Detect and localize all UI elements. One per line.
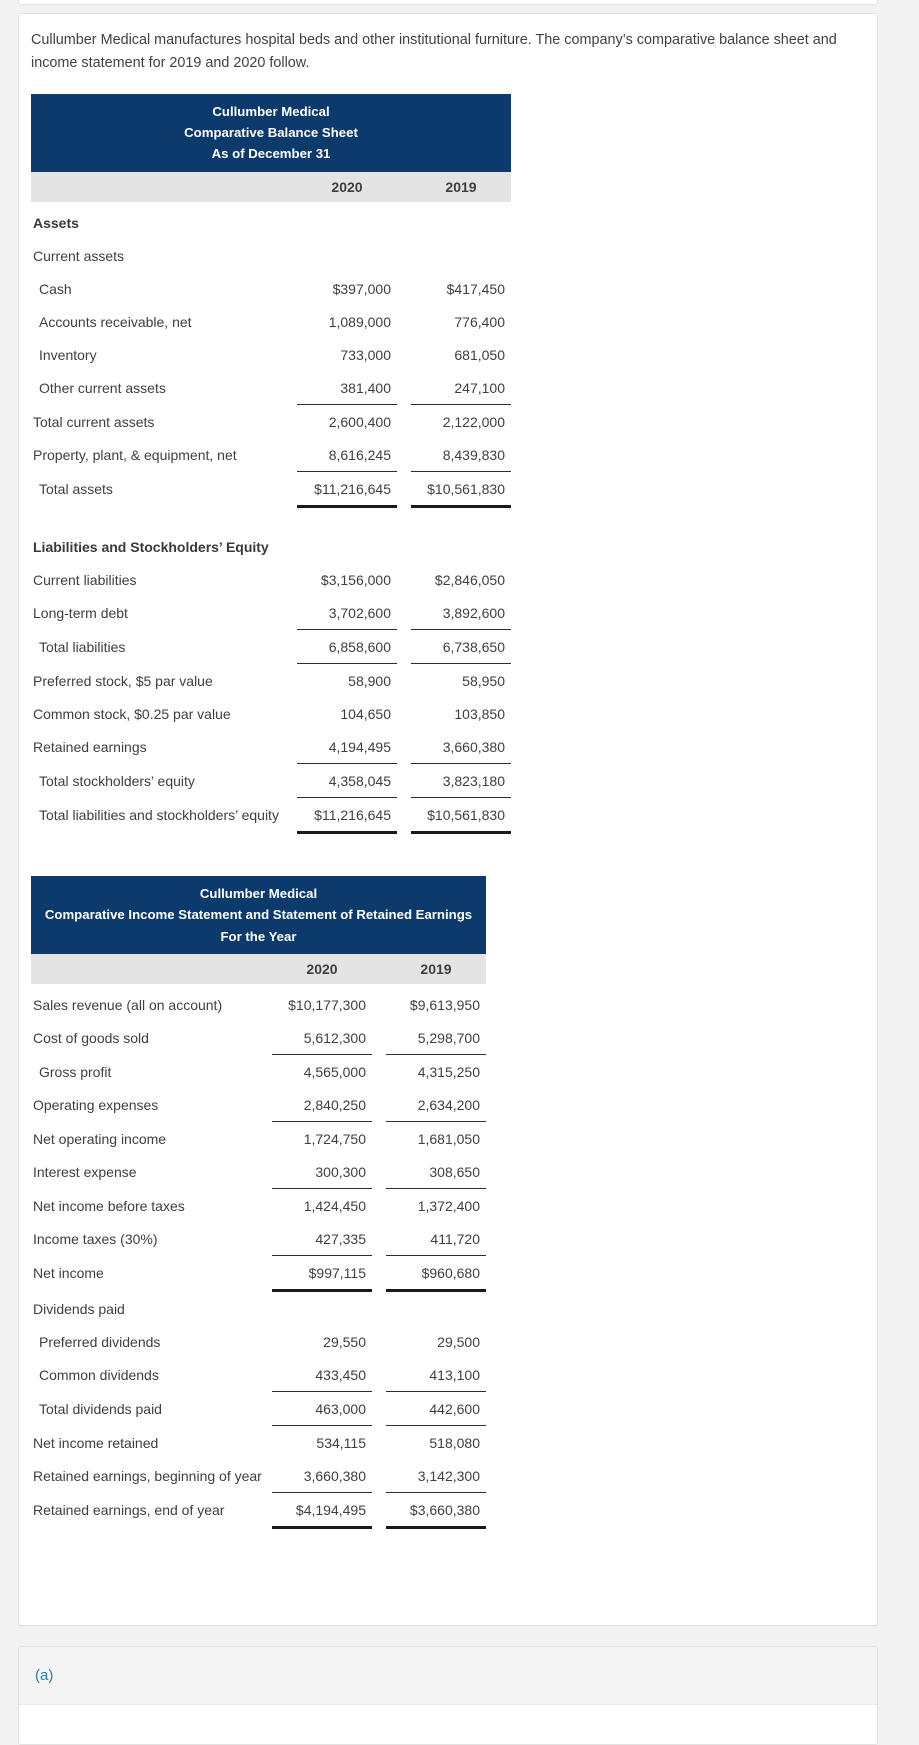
statement-row [31,239,511,272]
value-2019: 103,850 [454,705,505,722]
statement-row [31,630,511,664]
year-column-2019: 2019 [420,960,452,977]
value-2020: 58,900 [348,672,391,689]
value-2020: 433,450 [272,1358,372,1392]
row-label: Operating expenses [33,1096,159,1113]
statement-row [31,1292,486,1325]
value-2020: 29,550 [323,1333,366,1350]
statement-row [31,1189,486,1222]
value-2020: $4,194,495 [272,1493,372,1529]
statement-row [31,1358,486,1392]
value-2020: 733,000 [340,346,391,363]
value-2019: 413,100 [386,1358,486,1392]
value-2019 [411,239,511,272]
value-2019: $3,660,380 [386,1493,486,1529]
section-a-label: (a) [35,1666,54,1684]
statement-row [31,1088,486,1122]
section-a-body [19,1704,877,1744]
row-label: Total stockholders’ equity [39,772,195,789]
statement-row [31,530,511,563]
statement-row [31,1493,486,1529]
row-label: Common dividends [39,1366,159,1383]
balance-sheet-rows [31,206,511,834]
value-2019: 518,080 [429,1434,480,1451]
row-label: Interest expense [33,1163,137,1180]
row-label: Total current assets [33,413,155,430]
year-column-2019: 2019 [445,178,477,195]
value-2020: $10,177,300 [288,996,366,1013]
value-2020: 4,358,045 [297,764,397,798]
company-name: Cullumber Medical [199,885,318,901]
value-2020: 104,650 [340,705,391,722]
value-2019: $417,450 [446,280,505,297]
row-label: Current liabilities [33,571,137,588]
statement-row [31,730,511,764]
statement-row [31,664,511,697]
balance-sheet-header [31,94,511,172]
value-2020: 6,858,600 [297,630,397,664]
value-2020 [297,239,397,272]
statement-row [31,472,511,508]
previous-card-bottom-edge [18,0,878,5]
row-label: Liabilities and Stockholders’ Equity [33,538,269,555]
row-label: Total liabilities and stockholders’ equity [39,806,279,823]
row-label: Preferred dividends [39,1333,161,1350]
value-2019: 58,950 [462,672,505,689]
value-2019 [411,530,511,563]
value-2020: 534,115 [316,1434,366,1451]
value-2019: $10,561,830 [411,472,511,508]
value-2019: 1,372,400 [417,1197,480,1214]
row-label: Net income [33,1264,104,1281]
year-header-row [31,172,511,202]
value-2019: 29,500 [437,1333,480,1350]
value-2019: 3,660,380 [411,730,511,764]
statement-row [31,1155,486,1189]
section-a-card [18,1646,878,1745]
value-2020: 2,840,250 [272,1088,372,1122]
value-2020: 3,702,600 [297,596,397,630]
row-label: Inventory [39,346,97,363]
row-label: Other current assets [39,379,166,396]
section-a-header[interactable] [19,1647,877,1704]
value-2019: 2,634,200 [386,1088,486,1122]
statement-row [31,405,511,438]
row-label: Retained earnings, beginning of year [33,1467,262,1484]
income-statement-header [31,876,486,954]
value-2020 [297,530,397,563]
statement-row [31,697,511,730]
statement-row [31,798,511,834]
row-label: Total assets [39,480,113,497]
statement-title: Comparative Balance Sheet [184,125,358,141]
row-label: Net income retained [33,1434,159,1451]
statement-row [31,272,511,305]
year-header-row [31,954,486,984]
value-2020: 381,400 [297,371,397,405]
statement-row [31,1021,486,1055]
value-2019: 4,315,250 [417,1063,480,1080]
row-label: Net income before taxes [33,1197,185,1214]
row-label: Property, plant, & equipment, net [33,446,237,463]
value-2019: 3,892,600 [411,596,511,630]
statement-row [31,305,511,338]
value-2020: 2,600,400 [328,413,391,430]
value-2020: 1,724,750 [303,1130,366,1147]
row-label: Assets [33,214,79,231]
row-label: Sales revenue (all on account) [33,996,223,1013]
statement-row [31,988,486,1021]
statement-row [31,1122,486,1155]
row-label: Long-term debt [33,604,128,621]
row-label: Preferred stock, $5 par value [33,672,213,689]
row-label: Current assets [33,247,125,264]
value-2020: 8,616,245 [297,438,397,472]
value-2020 [297,206,397,239]
year-column-2020: 2020 [331,178,363,195]
value-2020: 1,424,450 [303,1197,366,1214]
value-2019: 3,142,300 [386,1459,486,1493]
row-label: Retained earnings [33,738,147,755]
value-2020: 4,565,000 [303,1063,366,1080]
statement-row [31,1222,486,1256]
value-2019: $10,561,830 [411,798,511,834]
row-label: Common stock, $0.25 par value [33,705,231,722]
value-2019: 442,600 [386,1392,486,1426]
value-2020 [272,1292,372,1325]
value-2019: 247,100 [411,371,511,405]
row-label: Total liabilities [39,638,126,655]
statement-period: As of December 31 [211,146,331,162]
statement-row [31,1459,486,1493]
value-2020: 4,194,495 [297,730,397,764]
row-label: Total dividends paid [39,1400,162,1417]
value-2019: 3,823,180 [411,764,511,798]
value-2019: 2,122,000 [442,413,505,430]
value-2019: 5,298,700 [386,1021,486,1055]
balance-sheet [31,94,511,834]
row-label: Dividends paid [33,1300,125,1317]
value-2020: $11,216,645 [297,472,397,508]
row-label: Gross profit [39,1063,112,1080]
value-2020: $397,000 [332,280,391,297]
statement-row [31,1392,486,1426]
value-2020: 300,300 [272,1155,372,1189]
year-column-2020: 2020 [306,960,338,977]
value-2020: 427,335 [272,1222,372,1256]
value-2020: 3,660,380 [272,1459,372,1493]
value-2019: 681,050 [454,346,505,363]
value-2019: $2,846,050 [434,571,505,588]
statement-row [31,371,511,405]
value-2020: $11,216,645 [297,798,397,834]
value-2019: 308,650 [386,1155,486,1189]
statement-row [31,563,511,596]
statement-row [31,764,511,798]
value-2019: 6,738,650 [411,630,511,664]
income-statement-rows [31,988,486,1529]
statement-period: For the Year [220,928,297,944]
row-label: Cost of goods sold [33,1029,149,1046]
value-2020: 463,000 [272,1392,372,1426]
row-label: Retained earnings, end of year [33,1501,225,1518]
statement-row [31,1426,486,1459]
statement-row [31,1325,486,1358]
value-2020: $3,156,000 [320,571,391,588]
company-name: Cullumber Medical [212,103,330,119]
row-label: Income taxes (30%) [33,1230,158,1247]
value-2019 [386,1292,486,1325]
statement-row [31,338,511,371]
value-2019: 8,439,830 [411,438,511,472]
row-label: Cash [39,280,72,297]
statement-row [31,596,511,630]
value-2020: 5,612,300 [272,1021,372,1055]
problem-intro-text: Cullumber Medical manufactures hospital beds and other institutional furniture. The company’s comparative balance sheet and income statement for 2019 and 2020 follow. [31,32,837,72]
value-2019: $960,680 [386,1256,486,1292]
value-2019: 411,720 [386,1222,486,1256]
statement-row [31,1055,486,1088]
statement-row [31,1256,486,1292]
value-2020: $997,115 [272,1256,372,1292]
income-statement [31,876,486,1529]
value-2019: 776,400 [454,313,505,330]
statement-row [31,206,511,239]
statement-title: Comparative Income Statement and Statement of Retained Earnings [44,907,473,923]
value-2019 [411,206,511,239]
value-2019: $9,613,950 [409,996,480,1013]
row-label: Accounts receivable, net [39,313,192,330]
value-2020: 1,089,000 [328,313,391,330]
value-2019: 1,681,050 [417,1130,480,1147]
row-label: Net operating income [33,1130,167,1147]
problem-statement-card [18,13,878,1626]
statement-row [31,438,511,472]
